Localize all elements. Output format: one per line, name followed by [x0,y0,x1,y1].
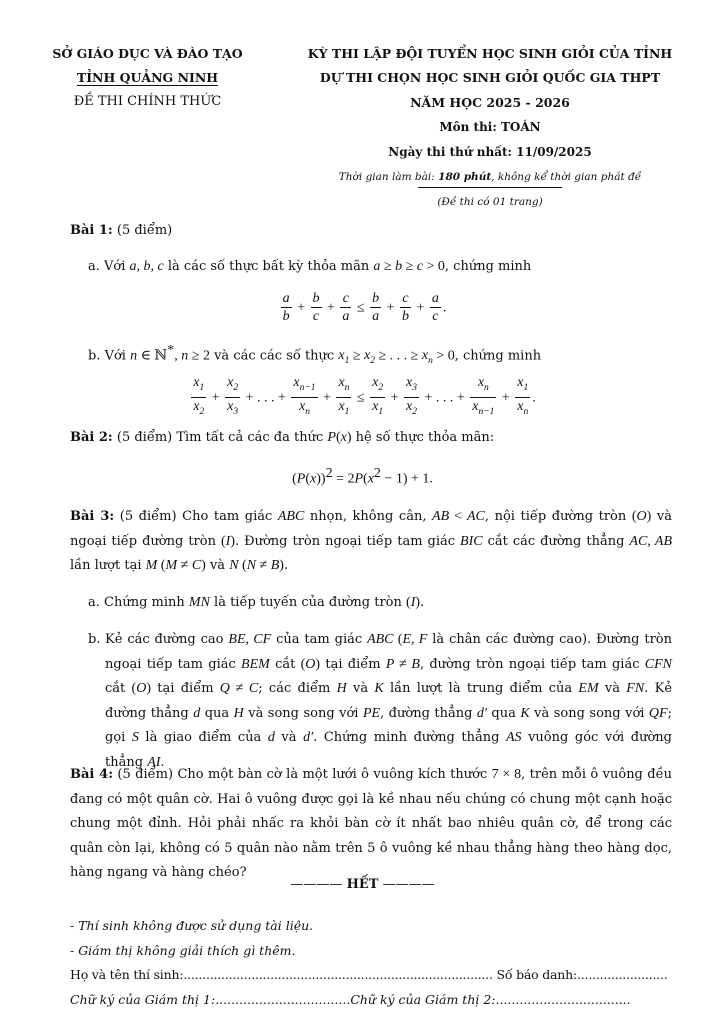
math-variable: P [327,430,336,445]
math-symbol: ( [300,656,306,672]
text: và [346,681,375,697]
subscript: n [305,406,310,417]
math-variable: c [432,309,439,324]
fraction [515,374,530,421]
math-symbol: . [442,300,447,316]
math-symbol: ) [315,656,321,672]
math-variable: $x_2$ [405,398,417,417]
math-variable: O [136,681,147,697]
math-variable: d [267,730,275,746]
math-variable: a, b, c [129,259,164,274]
math-variable: $x_n$ [517,398,529,417]
time-pre: Thời gian làm bài: [338,171,439,183]
math-variable: BIC [460,533,483,549]
text: (5 điểm) Cho một bàn cờ là một lưới ô vuông kích thước [113,767,492,782]
math-variable: H [233,705,244,721]
text: và [205,558,230,574]
math-variable: $x_3$ [227,398,239,417]
subscript: 1 [344,356,350,367]
math-symbol: + . . . + [420,390,469,406]
math-variable: c [402,291,409,306]
math-variable: AC, AB [629,533,673,549]
subscript: 3 [233,406,239,417]
math-variable: $x_n$ [421,348,433,367]
numerator [311,290,322,308]
divider [418,187,562,188]
math-symbol: + [383,300,398,316]
math-variable: S [131,730,139,746]
text: vuông góc với đường thẳng [105,730,672,770]
text: qua [200,705,234,721]
math-variable: ABC [367,632,394,647]
math-symbol: ) [201,558,206,574]
math-symbol: ≤ [353,300,369,316]
math-variable: I [410,595,416,610]
problem-label: Bài 2: [70,430,113,445]
math-symbol: ≥ [349,348,364,364]
problem-3b [105,628,672,776]
signature-line [70,992,631,1007]
math-symbol: − 1) + 1. [380,471,433,487]
numerator [281,290,292,308]
denominator [515,398,530,421]
end-dash-right: ———— [382,877,435,892]
math-variable: x [340,430,347,445]
math-variable: AS [505,730,522,746]
math-variable: B [411,656,420,672]
math-variable: c [416,259,423,274]
time-limit [305,171,675,183]
problem-label: Bài 4: [70,767,113,782]
math-variable: n [181,348,189,364]
math-symbol: ≥ [380,259,396,274]
text: và ngoại tiếp đường tròn [70,509,672,549]
numerator [404,374,419,398]
numerator [515,374,530,398]
math-symbol: ≠ [256,558,271,574]
math-symbol: , [174,348,182,364]
subscript: n [523,406,529,417]
fraction [336,374,351,421]
numerator [400,290,411,308]
math-symbol: + [323,300,339,316]
subscript: n−1 [299,382,316,393]
text: là các số thực bất kỳ thỏa mãn [163,259,374,274]
math-variable: P [354,471,364,487]
numerator [470,374,496,398]
text: , chứng minh [454,348,542,364]
text: . [283,558,289,574]
numerator [225,374,240,398]
superscript: 2 [325,466,333,481]
math-symbol: < [449,509,467,524]
numerator [336,374,351,398]
math-symbol: = 2 [332,471,355,487]
math-variable: $x_3$ [405,375,417,393]
math-symbol: + [498,390,514,406]
fraction [281,290,292,325]
text: và [274,730,304,746]
math-symbol: ( [335,430,341,445]
math-variable: P [296,471,306,487]
math-variable: a [342,309,350,324]
text: a. Chứng minh [88,595,189,610]
math-variable: b [312,291,320,306]
math-symbol: ( [131,681,137,697]
numerator [370,290,381,308]
math-variable: K [520,705,530,721]
math-variable: c [342,291,350,306]
text: Kẻ các đường cao [105,632,229,647]
subscript: 3 [412,382,417,393]
math-variable: EM [578,681,599,697]
math-variable: b [395,259,403,274]
subject: Môn thi: TOÁN [439,120,541,134]
math-symbol: )) [316,471,326,487]
fraction [470,374,496,421]
text: . Chứng minh đường thẳng [313,730,506,746]
math-variable: $x_2$ [364,348,375,367]
math-variable: $x_1$ [338,398,350,417]
math-variable: $x_1$ [372,398,384,417]
math-variable: $x_1$ [338,348,350,367]
math-symbol: ≠ [177,558,192,574]
math-variable: N [229,558,239,574]
text: , nội tiếp đường tròn [484,509,632,524]
math-variable: BEM [241,656,270,672]
subscript: n [344,382,350,393]
math-variable: $x_{n-1}$ [293,375,316,393]
math-variable: QF [648,705,668,721]
math-symbol: ( [220,533,226,549]
text: và song song với [529,705,649,721]
math-symbol: ≠ [394,656,412,672]
math-symbol: + [208,390,224,406]
text: . [160,754,165,770]
subscript: 1 [344,406,350,417]
subscript: 2 [233,382,239,393]
subscript: 1 [199,382,205,393]
math-variable: ABC [277,509,305,524]
math-symbol: ) [415,595,421,610]
math-variable: a [282,291,290,306]
text: , đường tròn ngoại tiếp tam giác [419,656,645,672]
sig2-label: Chữ ký của Giám thị 2: [350,992,496,1007]
math-variable: $x_2$ [372,375,384,393]
math-variable: H [336,681,347,697]
numerator [291,374,317,398]
math-symbol: ) [646,509,652,524]
denominator [340,308,351,325]
problem-2-equation [0,466,725,488]
math-variable: C [248,681,259,697]
text: ; gọi [105,705,672,746]
math-variable: I [225,533,231,549]
denominator [225,398,240,421]
text: a. Với [88,259,130,274]
problem-1a-equation [0,290,725,325]
math-symbol: + [387,390,402,406]
math-symbol: ≥ [402,259,417,274]
department-name: SỞ GIÁO DỤC VÀ ĐÀO TẠO [52,46,243,61]
math-symbol: ( [292,471,297,487]
math-variable: c [312,309,320,324]
fraction [291,374,317,421]
math-variable: CFN [644,656,672,672]
problem-label: Bài 3: [70,509,115,524]
denominator [311,308,322,325]
numerator [370,374,385,398]
math-variable: B [270,558,280,574]
text: và các các số thực [209,348,339,364]
math-symbol: ≠ [229,681,249,697]
math-variable: a [431,291,439,306]
math-symbol: ( [406,595,411,610]
math-variable: E, F [402,632,428,647]
math-variable: AB [432,509,450,524]
math-variable: M [145,558,158,574]
numerator [191,374,206,398]
math-variable: x [367,471,374,487]
math-variable: BE, CF [228,632,272,647]
subscript: 2 [412,406,417,417]
math-symbol: ( [363,471,368,487]
time-post: , không kể thời gian phát đề [491,171,642,183]
subscript: n [428,356,433,367]
fraction [225,374,240,421]
superscript: 2 [373,466,381,481]
official-label: ĐỀ THI CHÍNH THỨC [73,94,222,109]
end-dash-left: ———— [290,877,343,892]
note-no-documents: - Thí sinh không được sử dụng tài liệu. [70,918,314,933]
math-variable: $x_n$ [338,375,350,393]
candidate-info-line [70,967,674,982]
end-marker [0,877,725,892]
math-variable: $x_1$ [517,375,529,393]
text: nhọn, không cân, [304,509,433,524]
text: b. Với [88,348,131,364]
fraction [340,290,351,325]
sbd-field: ........................ [577,967,668,982]
subscript: 2 [370,356,375,367]
math-symbol: ( [631,509,637,524]
math-variable: K [374,681,384,697]
math-variable: $x_1$ [193,375,205,393]
math-variable: b [402,309,409,324]
math-variable: a [372,309,380,324]
text: qua [486,705,521,721]
text: là giao điểm của [138,730,268,746]
math-variable: M [165,558,178,574]
math-variable: d′ [303,730,314,746]
problem-label: Bài 1: [70,223,113,238]
problem-1a [88,255,690,280]
exam-date: Ngày thi thứ nhất: 11/09/2025 [388,145,592,159]
math-variable: $x_2$ [193,398,205,417]
text: lần lượt là trung điểm của [383,681,579,697]
denominator [291,398,317,421]
math-variable: $x_n$ [298,398,310,417]
denominator [400,308,411,325]
math-symbol: ) [279,558,284,574]
subscript: n [484,382,489,393]
text: . Đường tròn ngoại tiếp tam giác [234,533,461,549]
text: (5 điểm) Tìm tất cả các đa thức [112,430,328,445]
denominator [191,398,206,421]
math-variable: d [193,705,201,721]
text: ; các điểm [258,681,337,697]
math-symbol: ≥ 2 [188,348,210,364]
math-symbol: + . . . + [242,390,290,406]
text: và [598,681,627,697]
math-variable: x [310,471,317,487]
math-symbol: ( [393,632,403,647]
math-symbol: ( [305,471,311,487]
problem-1-heading [70,219,672,244]
math-variable: C [191,558,202,574]
denominator [370,308,381,325]
math-variable: $x_{n-1}$ [472,398,495,417]
math-variable: d′ [476,705,487,721]
math-variable: b [282,309,290,324]
math-variable: FN [626,681,645,697]
end-label: HẾT [346,877,379,892]
text: là tiếp tuyến của đường tròn [209,595,407,610]
province-text: TỈNH QUẢNG NINH [76,70,219,85]
sig1-label: Chữ ký của Giám thị 1: [70,992,216,1007]
denominator [404,398,419,421]
problem-3b-label: b. [88,632,101,647]
name-field: .................................................................................. [183,967,493,982]
time-bold: 180 phút [438,171,492,183]
page-count: (Đề thi có 01 trang) [437,196,543,208]
math-symbol: ( [157,558,166,574]
text: là chân các đường cao). Đường tròn ngoại tiếp tam giác [105,632,672,672]
denominator [281,308,292,325]
math-variable: b [372,291,380,306]
text: tại điểm [151,681,220,697]
math-variable: O [636,509,647,524]
text: (5 điểm) [112,223,173,238]
math-variable: $x_2$ [227,375,239,393]
numerator [340,290,351,308]
fraction [370,290,381,325]
denominator [430,308,441,325]
math-variable: PE [362,705,381,721]
subscript: 1 [523,382,529,393]
problem-2 [70,426,672,451]
text: . Kẻ đường thẳng [105,681,673,721]
subscript: 2 [378,382,384,393]
numerator [430,290,441,308]
fraction [191,374,206,421]
math-symbol: 7 × 8 [491,767,522,782]
text: . [420,595,425,610]
math-variable: $x_n$ [477,375,489,393]
math-symbol: ) [146,681,152,697]
subscript: 1 [378,406,384,417]
math-variable: Q [219,681,230,697]
sig2-field: .................................. [495,992,631,1007]
math-variable: P [385,656,395,672]
denominator [370,398,385,421]
problem-3 [70,505,672,579]
math-variable: MN [188,595,210,610]
math-symbol: > 0 [432,348,455,364]
name-label: Họ và tên thí sinh: [70,967,184,982]
text: cắt [105,681,132,697]
subscript: n−1 [478,406,495,417]
math-symbol: + [293,300,309,316]
fraction [370,374,385,421]
subscript: 2 [199,406,205,417]
math-variable: n [130,348,138,364]
text: và song song với [243,705,363,721]
denominator [336,398,351,421]
problem-4 [70,763,672,886]
problem-1b-equation [0,374,725,421]
math-symbol: ≥ . . . ≥ [374,348,422,364]
math-variable: N [246,558,257,574]
problem-3a [88,591,690,616]
math-symbol: > 0 [423,259,445,274]
fraction [311,290,322,325]
math-symbol: . [532,390,536,406]
text: (5 điểm) Cho tam giác [114,509,278,524]
province-name [40,70,255,85]
note-no-explanation: - Giám thị không giải thích gì thêm. [70,943,296,958]
text: lần lượt tại [70,558,146,574]
text: , chứng minh [444,259,532,274]
math-symbol: + [413,300,428,316]
fraction [400,290,411,325]
text: cắt [269,656,301,672]
superscript: * [167,343,175,358]
exam-title: KỲ THI LẬP ĐỘI TUYỂN HỌC SINH GIỎI CỦA TỈNH [307,46,673,61]
math-symbol: ≤ [353,390,369,406]
text: của tam giác [271,632,368,647]
school-year: NĂM HỌC 2025 - 2026 [410,95,570,110]
fraction [430,290,441,325]
math-symbol: ) [230,533,235,549]
text: cắt các đường thẳng [482,533,630,549]
math-variable: O [305,656,316,672]
denominator [470,398,496,421]
math-symbol: ( [238,558,247,574]
fraction [404,374,419,421]
math-symbol: + [319,390,335,406]
math-variable: AI [147,754,161,770]
sig1-field: .................................. [215,992,351,1007]
exam-subtitle: DỰ THI CHỌN HỌC SINH GIỎI QUỐC GIA THPT [319,70,661,85]
math-symbol: ) [346,430,352,445]
text: tại điểm [320,656,386,672]
math-symbol: ∈ ℕ [137,348,168,364]
sbd-label: Số báo danh: [492,967,578,982]
text: hệ số thực thỏa mãn: [351,430,495,445]
math-variable: AC [466,509,485,524]
math-variable: a [373,259,381,274]
text: , trên mỗi ô vuông đều đang có một quân cờ. Hai ô vuông được gọi là kề nhau nếu chúng có chung một cạnh hoặc chung một đỉnh. Hỏi phải nhấc ra khỏi bàn cờ ít nhất bao nhiêu quân cờ, để trong các quân còn lại, không có 5 quân nào nằm trên 5 ô vuông kề nhau thẳng hàng theo hàng dọc, hàng ngang và hàng chéo? [70,767,672,881]
problem-1b [88,339,690,374]
text: , đường thẳng [380,705,477,721]
